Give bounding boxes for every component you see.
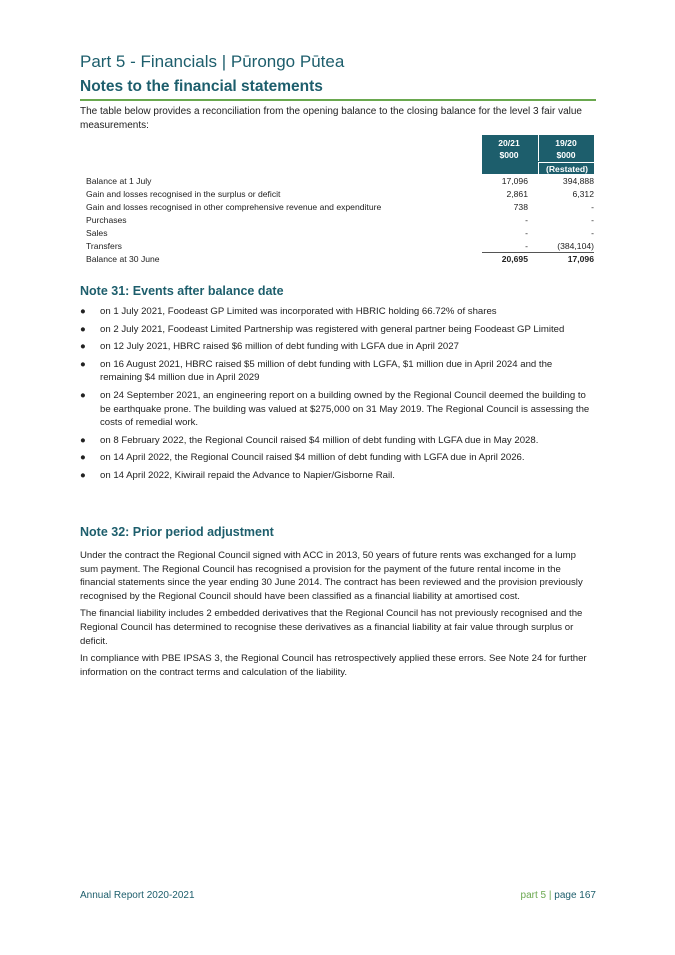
row-value-2021: 738 xyxy=(513,202,528,212)
list-item-text: on 8 February 2022, the Regional Council raised $4 million of debt funding with LGFA due in May 2028. xyxy=(100,434,539,446)
header-1920-year: 19/20 xyxy=(555,138,577,148)
footer-page-info xyxy=(521,890,596,901)
list-item-text: on 14 April 2022, Kiwirail repaid the Advance to Napier/Gisborne Rail. xyxy=(100,469,395,481)
footer-separator: | xyxy=(548,890,552,901)
row-value-1920: - xyxy=(591,228,594,238)
row-label: Sales xyxy=(86,228,108,238)
list-item-text: on 24 September 2021, an engineering report on a building owned by the Regional Council deemed the building to be earthquake prone. The building was valued at $275,000 on 31 May 2019. The Regional Council is assessing the costs of remedial work. xyxy=(100,389,590,429)
bullet-icon: ● xyxy=(80,341,86,353)
header-2021-unit: $000 xyxy=(499,150,519,160)
table-row-total xyxy=(86,253,594,266)
intro-text: The table below provides a reconciliation from the opening balance to the closing balance for the level 3 fair value measurements: xyxy=(80,106,582,131)
list-item xyxy=(80,323,596,337)
row-label: Purchases xyxy=(86,215,127,225)
header-1920 xyxy=(538,135,593,161)
list-item-text: on 2 July 2021, Foodeast Limited Partnership was registered with general partner being Foodeast GP Limited xyxy=(100,323,565,335)
table-row xyxy=(86,188,594,201)
table-row xyxy=(86,227,594,240)
list-item-text: on 14 April 2022, the Regional Council raised $4 million of debt funding with LGFA due in April 2026. xyxy=(100,452,525,464)
table-row xyxy=(86,175,594,188)
list-item xyxy=(80,305,596,319)
row-label: Balance at 30 June xyxy=(86,254,160,264)
footer-report-title: Annual Report 2020-2021 xyxy=(80,890,195,901)
header-restated: (Restated) xyxy=(538,162,595,175)
row-value-1920: - xyxy=(591,215,594,225)
row-value-2021: - xyxy=(525,228,528,238)
note-32-body xyxy=(80,549,596,683)
paragraph: Under the contract the Regional Council signed with ACC in 2013, 50 years of future rents was exchanged for a lump sum payment. The Regional Council has recognised a provision for the payment of the future rental income in the financial statements since the year ending 30 June 2014. The contract has been reviewed and the provision previously recognised by the Regional Council should have been classified as a financial liability at amortised cost. xyxy=(80,550,583,602)
bullet-icon: ● xyxy=(80,306,86,317)
list-item-text: on 16 August 2021, HBRC raised $5 million of debt funding with LGFA, $1 million due in April 2024 and the remaining $4 million due in April 2029 xyxy=(100,358,553,384)
note-31-list xyxy=(80,305,596,487)
row-value-1920: 6,312 xyxy=(572,189,594,199)
bullet-icon: ● xyxy=(80,434,86,446)
row-label: Balance at 1 July xyxy=(86,176,152,186)
bullet-icon: ● xyxy=(80,469,86,481)
list-item-text: on 12 July 2021, HBRC raised $6 million of debt funding with LGFA due in April 2027 xyxy=(100,341,459,353)
list-item xyxy=(80,434,596,448)
header-2021-year: 20/21 xyxy=(498,138,520,148)
list-item-text: on 1 July 2021, Foodeast GP Limited was incorporated with HBRIC holding 66.72% of shares xyxy=(100,306,497,317)
list-item xyxy=(80,469,596,483)
section-title: Notes to the financial statements xyxy=(80,78,323,95)
title-divider xyxy=(80,99,596,101)
bullet-icon: ● xyxy=(80,323,86,335)
note-31-title: Note 31: Events after balance date xyxy=(80,284,284,298)
paragraph: In compliance with PBE IPSAS 3, the Regional Council has retrospectively applied these errors. See Note 24 for further information on the contract terms and calculation of the liability. xyxy=(80,653,587,678)
table-row xyxy=(86,214,594,227)
row-value-2021: 17,096 xyxy=(501,176,528,186)
bullet-icon: ● xyxy=(80,358,86,370)
header-2021 xyxy=(482,135,536,161)
list-item xyxy=(80,358,596,385)
list-item xyxy=(80,389,596,430)
row-label: Gain and losses recognised in other comprehensive revenue and expenditure xyxy=(86,202,382,212)
list-item xyxy=(80,451,596,465)
bullet-icon: ● xyxy=(80,452,86,464)
row-value-1920: 17,096 xyxy=(567,254,594,264)
part-title: Part 5 - Financials | Pūrongo Pūtea xyxy=(80,52,345,71)
table-header xyxy=(482,135,594,174)
row-value-1920: - xyxy=(591,202,594,212)
row-value-2021: 20,695 xyxy=(501,254,528,264)
row-label: Transfers xyxy=(86,241,122,251)
note-32-title: Note 32: Prior period adjustment xyxy=(80,525,274,539)
table-row xyxy=(86,201,594,214)
row-value-1920: (384,104) xyxy=(557,241,594,251)
list-item xyxy=(80,340,596,354)
header-1920-unit: $000 xyxy=(556,150,576,160)
row-label: Gain and losses recognised in the surplus or deficit xyxy=(86,189,281,199)
paragraph: The financial liability includes 2 embedded derivatives that the Regional Council has not previously recognised and the Regional Council has determined to recognise these derivatives as a financial liability at fair value through surplus or deficit. xyxy=(80,608,583,647)
footer-part: part 5 xyxy=(520,890,547,901)
row-value-2021: - xyxy=(525,215,528,225)
bullet-icon: ● xyxy=(80,389,86,401)
row-value-2021: - xyxy=(525,241,528,251)
row-value-1920: 394,888 xyxy=(562,176,594,186)
row-value-2021: 2,861 xyxy=(506,189,528,199)
footer-page-number: page 167 xyxy=(554,890,596,901)
